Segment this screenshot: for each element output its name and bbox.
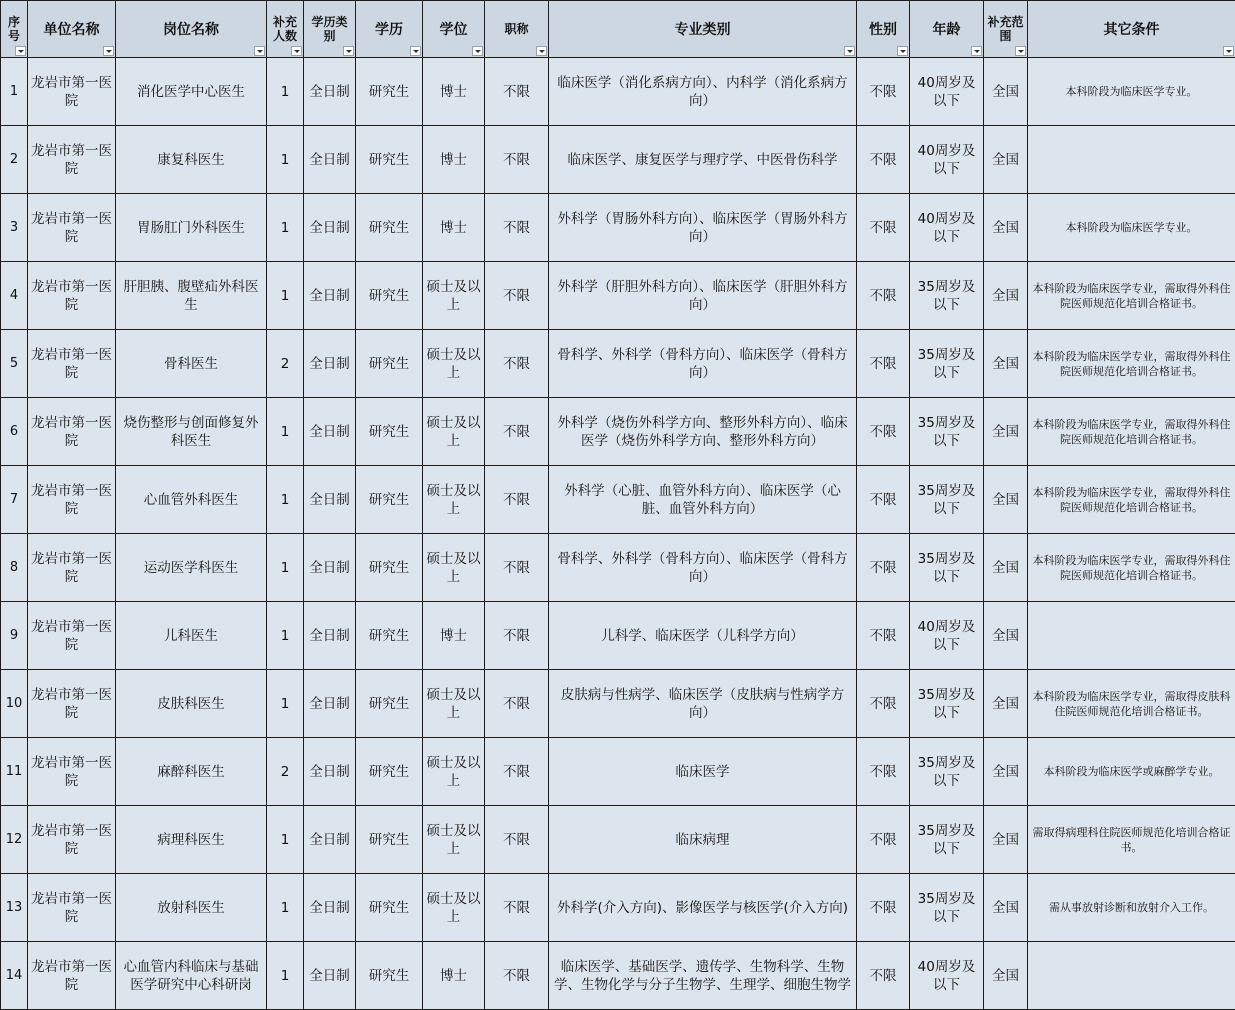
title-cell[interactable]: 不限 — [485, 874, 549, 942]
edu-type-cell[interactable]: 全日制 — [304, 602, 356, 670]
unit-cell[interactable]: 龙岩市第一医院 — [28, 670, 116, 738]
major-cell[interactable]: 临床医学、基础医学、遗传学、生物科学、生物学、生物化学与分子生物学、生理学、细胞生物学 — [549, 942, 857, 1010]
header-cell — [1, 1, 28, 58]
filter-dropdown-icon[interactable] — [15, 46, 26, 56]
education-cell[interactable]: 研究生 — [356, 874, 423, 942]
edu-type-cell[interactable]: 全日制 — [304, 738, 356, 806]
gender-cell[interactable]: 不限 — [857, 194, 910, 262]
edu-type-cell[interactable]: 全日制 — [304, 58, 356, 126]
header-label: 学历类别 — [311, 15, 347, 43]
position-cell[interactable]: 胃肠肛门外科医生 — [116, 194, 267, 262]
table-row — [1, 670, 1235, 738]
title-cell[interactable]: 不限 — [485, 738, 549, 806]
position-cell[interactable]: 心血管外科医生 — [116, 466, 267, 534]
education-cell[interactable]: 研究生 — [356, 466, 423, 534]
gender-cell[interactable]: 不限 — [857, 738, 910, 806]
conditions-cell[interactable]: 本科阶段为临床医学专业，需取得皮肤科住院医师规范化培训合格证书。 — [1028, 670, 1235, 738]
degree-cell[interactable]: 博士 — [423, 126, 485, 194]
edu-type-cell[interactable]: 全日制 — [304, 466, 356, 534]
scope-cell[interactable]: 全国 — [984, 602, 1028, 670]
seq-cell[interactable]: 7 — [1, 466, 28, 534]
header-label: 学历 — [375, 22, 403, 38]
header-label: 补充范围 — [987, 15, 1023, 43]
major-cell[interactable]: 皮肤病与性病学、临床医学（皮肤病与性病学方向） — [549, 670, 857, 738]
conditions-cell[interactable]: 本科阶段为临床医学或麻醉学专业。 — [1028, 738, 1235, 806]
gender-cell[interactable]: 不限 — [857, 874, 910, 942]
unit-cell[interactable]: 龙岩市第一医院 — [28, 58, 116, 126]
position-cell[interactable]: 病理科医生 — [116, 806, 267, 874]
count-cell[interactable]: 1 — [267, 466, 304, 534]
header-row — [1, 1, 1235, 58]
seq-cell[interactable]: 13 — [1, 874, 28, 942]
unit-cell[interactable]: 龙岩市第一医院 — [28, 874, 116, 942]
title-cell[interactable]: 不限 — [485, 262, 549, 330]
age-cell[interactable]: 35周岁及以下 — [910, 806, 984, 874]
filter-dropdown-icon[interactable] — [971, 46, 982, 56]
header-label: 单位名称 — [44, 22, 100, 38]
age-cell[interactable]: 40周岁及以下 — [910, 194, 984, 262]
gender-cell[interactable]: 不限 — [857, 466, 910, 534]
scope-cell[interactable]: 全国 — [984, 194, 1028, 262]
conditions-cell[interactable]: 本科阶段为临床医学专业。 — [1028, 58, 1235, 126]
table-body — [1, 58, 1235, 1010]
filter-dropdown-icon[interactable] — [897, 46, 908, 56]
header-cell — [267, 1, 304, 58]
count-cell[interactable]: 1 — [267, 806, 304, 874]
filter-dropdown-icon[interactable] — [1223, 46, 1234, 56]
gender-cell[interactable]: 不限 — [857, 806, 910, 874]
age-cell[interactable]: 40周岁及以下 — [910, 58, 984, 126]
major-cell[interactable]: 骨科学、外科学（骨科方向）、临床医学（骨科方向） — [549, 330, 857, 398]
conditions-cell[interactable]: 本科阶段为临床医学专业，需取得外科住院医师规范化培训合格证书。 — [1028, 466, 1235, 534]
unit-cell[interactable]: 龙岩市第一医院 — [28, 126, 116, 194]
gender-cell[interactable]: 不限 — [857, 58, 910, 126]
header-cell — [304, 1, 356, 58]
scope-cell[interactable]: 全国 — [984, 330, 1028, 398]
major-cell[interactable]: 临床医学、康复医学与理疗学、中医骨伤科学 — [549, 126, 857, 194]
seq-cell[interactable]: 4 — [1, 262, 28, 330]
degree-cell[interactable]: 硕士及以上 — [423, 534, 485, 602]
seq-cell[interactable]: 5 — [1, 330, 28, 398]
gender-cell[interactable]: 不限 — [857, 262, 910, 330]
degree-cell[interactable]: 硕士及以上 — [423, 262, 485, 330]
conditions-cell[interactable]: 本科阶段为临床医学专业，需取得外科住院医师规范化培训合格证书。 — [1028, 534, 1235, 602]
unit-cell[interactable]: 龙岩市第一医院 — [28, 534, 116, 602]
header-label: 补充人数 — [273, 15, 297, 43]
edu-type-cell[interactable]: 全日制 — [304, 398, 356, 466]
seq-cell[interactable]: 10 — [1, 670, 28, 738]
degree-cell[interactable]: 硕士及以上 — [423, 466, 485, 534]
header-cell — [356, 1, 423, 58]
education-cell[interactable]: 研究生 — [356, 330, 423, 398]
edu-type-cell[interactable]: 全日制 — [304, 806, 356, 874]
scope-cell[interactable]: 全国 — [984, 126, 1028, 194]
count-cell[interactable]: 1 — [267, 942, 304, 1010]
conditions-cell[interactable]: 需取得病理科住院医师规范化培训合格证书。 — [1028, 806, 1235, 874]
scope-cell[interactable]: 全国 — [984, 262, 1028, 330]
age-cell[interactable]: 35周岁及以下 — [910, 330, 984, 398]
seq-cell[interactable]: 9 — [1, 602, 28, 670]
unit-cell[interactable]: 龙岩市第一医院 — [28, 398, 116, 466]
degree-cell[interactable]: 硕士及以上 — [423, 806, 485, 874]
education-cell[interactable]: 研究生 — [356, 58, 423, 126]
gender-cell[interactable]: 不限 — [857, 534, 910, 602]
position-cell[interactable]: 骨科医生 — [116, 330, 267, 398]
title-cell[interactable]: 不限 — [485, 330, 549, 398]
degree-cell[interactable]: 硕士及以上 — [423, 670, 485, 738]
header-label: 职称 — [504, 22, 528, 36]
edu-type-cell[interactable]: 全日制 — [304, 534, 356, 602]
conditions-cell[interactable]: 需从事放射诊断和放射介入工作。 — [1028, 874, 1235, 942]
header-label: 序号 — [8, 15, 20, 43]
header-cell — [28, 1, 116, 58]
seq-cell[interactable]: 3 — [1, 194, 28, 262]
filter-dropdown-icon[interactable] — [1015, 46, 1026, 56]
seq-cell[interactable]: 14 — [1, 942, 28, 1010]
education-cell[interactable]: 研究生 — [356, 738, 423, 806]
seq-cell[interactable]: 11 — [1, 738, 28, 806]
education-cell[interactable]: 研究生 — [356, 942, 423, 1010]
title-cell[interactable]: 不限 — [485, 126, 549, 194]
header-cell — [485, 1, 549, 58]
degree-cell[interactable]: 硕士及以上 — [423, 398, 485, 466]
table-row — [1, 262, 1235, 330]
age-cell[interactable]: 35周岁及以下 — [910, 262, 984, 330]
scope-cell[interactable]: 全国 — [984, 874, 1028, 942]
major-cell[interactable]: 临床医学（消化系病方向）、内科学（消化系病方向） — [549, 58, 857, 126]
education-cell[interactable]: 研究生 — [356, 194, 423, 262]
table-row — [1, 194, 1235, 262]
age-cell[interactable]: 35周岁及以下 — [910, 534, 984, 602]
table-row — [1, 330, 1235, 398]
filter-dropdown-icon[interactable] — [472, 46, 483, 56]
education-cell[interactable]: 研究生 — [356, 670, 423, 738]
degree-cell[interactable]: 博士 — [423, 602, 485, 670]
age-cell[interactable]: 35周岁及以下 — [910, 874, 984, 942]
degree-cell[interactable]: 硕士及以上 — [423, 330, 485, 398]
major-cell[interactable]: 儿科学、临床医学（儿科学方向） — [549, 602, 857, 670]
header-label: 性别 — [869, 22, 897, 38]
title-cell[interactable]: 不限 — [485, 398, 549, 466]
scope-cell[interactable]: 全国 — [984, 942, 1028, 1010]
position-cell[interactable]: 儿科医生 — [116, 602, 267, 670]
education-cell[interactable]: 研究生 — [356, 806, 423, 874]
count-cell[interactable]: 1 — [267, 58, 304, 126]
scope-cell[interactable]: 全国 — [984, 806, 1028, 874]
degree-cell[interactable]: 博士 — [423, 58, 485, 126]
age-cell[interactable]: 40周岁及以下 — [910, 126, 984, 194]
education-cell[interactable]: 研究生 — [356, 534, 423, 602]
education-cell[interactable]: 研究生 — [356, 602, 423, 670]
position-cell[interactable]: 运动医学科医生 — [116, 534, 267, 602]
unit-cell[interactable]: 龙岩市第一医院 — [28, 602, 116, 670]
seq-cell[interactable]: 8 — [1, 534, 28, 602]
table-row — [1, 874, 1235, 942]
edu-type-cell[interactable]: 全日制 — [304, 330, 356, 398]
major-cell[interactable]: 外科学（心脏、血管外科方向）、临床医学（心脏、血管外科方向） — [549, 466, 857, 534]
conditions-cell[interactable]: 本科阶段为临床医学专业。 — [1028, 194, 1235, 262]
filter-dropdown-icon[interactable] — [844, 46, 855, 56]
unit-cell[interactable]: 龙岩市第一医院 — [28, 262, 116, 330]
scope-cell[interactable]: 全国 — [984, 398, 1028, 466]
header-label: 学位 — [440, 22, 468, 38]
table-row — [1, 738, 1235, 806]
major-cell[interactable]: 外科学（胃肠外科方向）、临床医学（胃肠外科方向） — [549, 194, 857, 262]
table-row — [1, 534, 1235, 602]
degree-cell[interactable]: 博士 — [423, 194, 485, 262]
age-cell[interactable]: 35周岁及以下 — [910, 398, 984, 466]
title-cell[interactable]: 不限 — [485, 466, 549, 534]
count-cell[interactable]: 2 — [267, 330, 304, 398]
unit-cell[interactable]: 龙岩市第一医院 — [28, 194, 116, 262]
header-cell — [116, 1, 267, 58]
table-row — [1, 806, 1235, 874]
count-cell[interactable]: 1 — [267, 262, 304, 330]
unit-cell[interactable]: 龙岩市第一医院 — [28, 738, 116, 806]
position-cell[interactable]: 放射科医生 — [116, 874, 267, 942]
count-cell[interactable]: 1 — [267, 398, 304, 466]
count-cell[interactable]: 1 — [267, 194, 304, 262]
header-cell — [910, 1, 984, 58]
scope-cell[interactable]: 全国 — [984, 670, 1028, 738]
edu-type-cell[interactable]: 全日制 — [304, 942, 356, 1010]
position-cell[interactable]: 消化医学中心医生 — [116, 58, 267, 126]
position-cell[interactable]: 烧伤整形与创面修复外科医生 — [116, 398, 267, 466]
conditions-cell[interactable] — [1028, 602, 1235, 670]
edu-type-cell[interactable]: 全日制 — [304, 194, 356, 262]
education-cell[interactable]: 研究生 — [356, 126, 423, 194]
seq-cell[interactable]: 6 — [1, 398, 28, 466]
scope-cell[interactable]: 全国 — [984, 58, 1028, 126]
header-cell — [1028, 1, 1235, 58]
header-cell — [857, 1, 910, 58]
degree-cell[interactable]: 博士 — [423, 942, 485, 1010]
scope-cell[interactable]: 全国 — [984, 466, 1028, 534]
edu-type-cell[interactable]: 全日制 — [304, 670, 356, 738]
major-cell[interactable]: 骨科学、外科学（骨科方向）、临床医学（骨科方向） — [549, 534, 857, 602]
header-label: 岗位名称 — [163, 22, 219, 38]
age-cell[interactable]: 40周岁及以下 — [910, 602, 984, 670]
position-cell[interactable]: 肝胆胰、腹壁疝外科医生 — [116, 262, 267, 330]
major-cell[interactable]: 外科学（肝胆外科方向）、临床医学（肝胆外科方向） — [549, 262, 857, 330]
gender-cell[interactable]: 不限 — [857, 126, 910, 194]
header-label: 专业类别 — [675, 22, 731, 38]
degree-cell[interactable]: 硕士及以上 — [423, 738, 485, 806]
count-cell[interactable]: 1 — [267, 670, 304, 738]
gender-cell[interactable]: 不限 — [857, 670, 910, 738]
edu-type-cell[interactable]: 全日制 — [304, 262, 356, 330]
major-cell[interactable]: 外科学(介入方向)、影像医学与核医学(介入方向) — [549, 874, 857, 942]
age-cell[interactable]: 35周岁及以下 — [910, 670, 984, 738]
unit-cell[interactable]: 龙岩市第一医院 — [28, 942, 116, 1010]
position-cell[interactable]: 康复科医生 — [116, 126, 267, 194]
header-label: 年龄 — [933, 22, 961, 38]
count-cell[interactable]: 2 — [267, 738, 304, 806]
count-cell[interactable]: 1 — [267, 534, 304, 602]
age-cell[interactable]: 40周岁及以下 — [910, 942, 984, 1010]
title-cell[interactable]: 不限 — [485, 942, 549, 1010]
filter-dropdown-icon[interactable] — [410, 46, 421, 56]
filter-dropdown-icon[interactable] — [291, 46, 302, 56]
degree-cell[interactable]: 硕士及以上 — [423, 874, 485, 942]
table-row — [1, 58, 1235, 126]
header-cell — [549, 1, 857, 58]
table-row — [1, 398, 1235, 466]
unit-cell[interactable]: 龙岩市第一医院 — [28, 330, 116, 398]
filter-dropdown-icon[interactable] — [343, 46, 354, 56]
title-cell[interactable]: 不限 — [485, 534, 549, 602]
seq-cell[interactable]: 1 — [1, 58, 28, 126]
gender-cell[interactable]: 不限 — [857, 398, 910, 466]
major-cell[interactable]: 临床病理 — [549, 806, 857, 874]
header-cell — [984, 1, 1028, 58]
header-label: 其它条件 — [1104, 22, 1160, 38]
filter-dropdown-icon[interactable] — [536, 46, 547, 56]
conditions-cell[interactable]: 本科阶段为临床医学专业，需取得外科住院医师规范化培训合格证书。 — [1028, 262, 1235, 330]
gender-cell[interactable]: 不限 — [857, 330, 910, 398]
conditions-cell[interactable] — [1028, 942, 1235, 1010]
header-cell — [423, 1, 485, 58]
table-row — [1, 466, 1235, 534]
scope-cell[interactable]: 全国 — [984, 738, 1028, 806]
title-cell[interactable]: 不限 — [485, 58, 549, 126]
major-cell[interactable]: 临床医学 — [549, 738, 857, 806]
education-cell[interactable]: 研究生 — [356, 398, 423, 466]
major-cell[interactable]: 外科学（烧伤外科学方向、整形外科方向）、临床医学（烧伤外科学方向、整形外科方向） — [549, 398, 857, 466]
filter-dropdown-icon[interactable] — [103, 46, 114, 56]
title-cell[interactable]: 不限 — [485, 670, 549, 738]
unit-cell[interactable]: 龙岩市第一医院 — [28, 466, 116, 534]
table-row — [1, 942, 1235, 1010]
title-cell[interactable]: 不限 — [485, 602, 549, 670]
title-cell[interactable]: 不限 — [485, 806, 549, 874]
count-cell[interactable]: 1 — [267, 126, 304, 194]
conditions-cell[interactable] — [1028, 126, 1235, 194]
gender-cell[interactable]: 不限 — [857, 602, 910, 670]
gender-cell[interactable]: 不限 — [857, 942, 910, 1010]
conditions-cell[interactable]: 本科阶段为临床医学专业，需取得外科住院医师规范化培训合格证书。 — [1028, 398, 1235, 466]
edu-type-cell[interactable]: 全日制 — [304, 126, 356, 194]
seq-cell[interactable]: 2 — [1, 126, 28, 194]
position-cell[interactable]: 麻醉科医生 — [116, 738, 267, 806]
table-row — [1, 602, 1235, 670]
count-cell[interactable]: 1 — [267, 602, 304, 670]
seq-cell[interactable]: 12 — [1, 806, 28, 874]
filter-dropdown-icon[interactable] — [254, 46, 265, 56]
age-cell[interactable]: 35周岁及以下 — [910, 466, 984, 534]
position-cell[interactable]: 心血管内科临床与基础医学研究中心科研岗 — [116, 942, 267, 1010]
age-cell[interactable]: 35周岁及以下 — [910, 738, 984, 806]
unit-cell[interactable]: 龙岩市第一医院 — [28, 806, 116, 874]
edu-type-cell[interactable]: 全日制 — [304, 874, 356, 942]
position-cell[interactable]: 皮肤科医生 — [116, 670, 267, 738]
table-row — [1, 126, 1235, 194]
conditions-cell[interactable]: 本科阶段为临床医学专业，需取得外科住院医师规范化培训合格证书。 — [1028, 330, 1235, 398]
title-cell[interactable]: 不限 — [485, 194, 549, 262]
scope-cell[interactable]: 全国 — [984, 534, 1028, 602]
count-cell[interactable]: 1 — [267, 874, 304, 942]
education-cell[interactable]: 研究生 — [356, 262, 423, 330]
